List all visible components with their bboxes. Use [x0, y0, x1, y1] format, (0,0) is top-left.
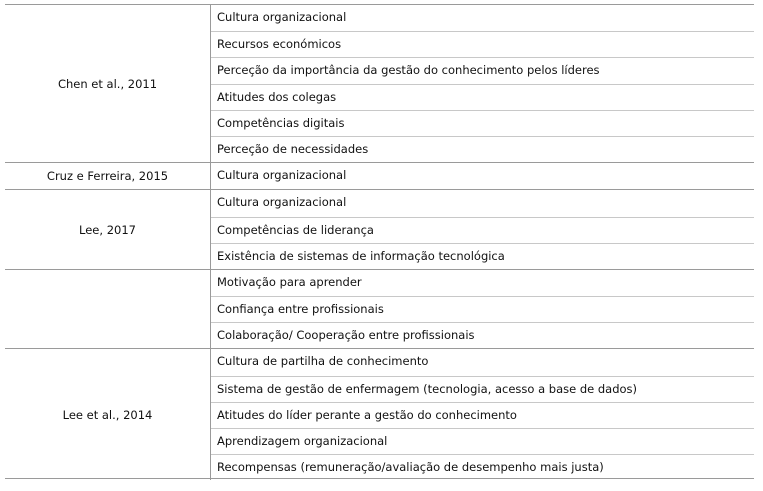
factor-cell: Confiança entre profissionais: [211, 296, 754, 322]
table-group: [5, 269, 754, 349]
factor-cell: Motivação para aprender: [217, 274, 362, 289]
factor-cell: Existência de sistemas de informação tecnológica: [211, 243, 754, 269]
factor-cell: Perceção de necessidades: [211, 136, 754, 162]
factor-cell: Competências de liderança: [211, 217, 754, 243]
factor-cell: Aprendizagem organizacional: [211, 428, 754, 454]
table-group: [5, 162, 754, 189]
factor-cell: Cultura de partilha de conhecimento: [217, 354, 429, 369]
factors-table: [5, 4, 754, 480]
factor-list: [211, 5, 754, 162]
table-bottom-rule: [5, 478, 754, 479]
author-cell: [5, 270, 211, 349]
factor-list: [211, 163, 754, 189]
factor-cell: Atitudes dos colegas: [211, 84, 754, 110]
factor-cell: Cultura organizacional: [217, 10, 347, 24]
factor-cell: Recursos económicos: [211, 31, 754, 57]
factor-cell: Perceção da importância da gestão do conhecimento pelos líderes: [211, 57, 754, 83]
author-cell: Lee et al., 2014: [5, 349, 211, 480]
factor-cell: Cultura organizacional: [217, 195, 347, 210]
author-cell: Cruz e Ferreira, 2015: [5, 163, 211, 189]
factor-cell: Sistema de gestão de enfermagem (tecnologia, acesso a base de dados): [211, 376, 754, 402]
table-group: [5, 4, 754, 162]
table-group: [5, 348, 754, 480]
factor-list: [211, 270, 754, 349]
factor-list: [211, 349, 754, 480]
factor-list: [211, 190, 754, 269]
author-cell: Chen et al., 2011: [5, 5, 211, 162]
table-group: [5, 189, 754, 269]
factor-cell: Atitudes do líder perante a gestão do conhecimento: [211, 402, 754, 428]
factor-cell: Recompensas (remuneração/avaliação de desempenho mais justa): [211, 454, 754, 480]
factor-cell: Competências digitais: [211, 110, 754, 136]
author-cell: Lee, 2017: [5, 190, 211, 269]
factor-cell: Colaboração/ Cooperação entre profissionais: [211, 322, 754, 348]
factor-cell: Cultura organizacional: [217, 168, 347, 183]
